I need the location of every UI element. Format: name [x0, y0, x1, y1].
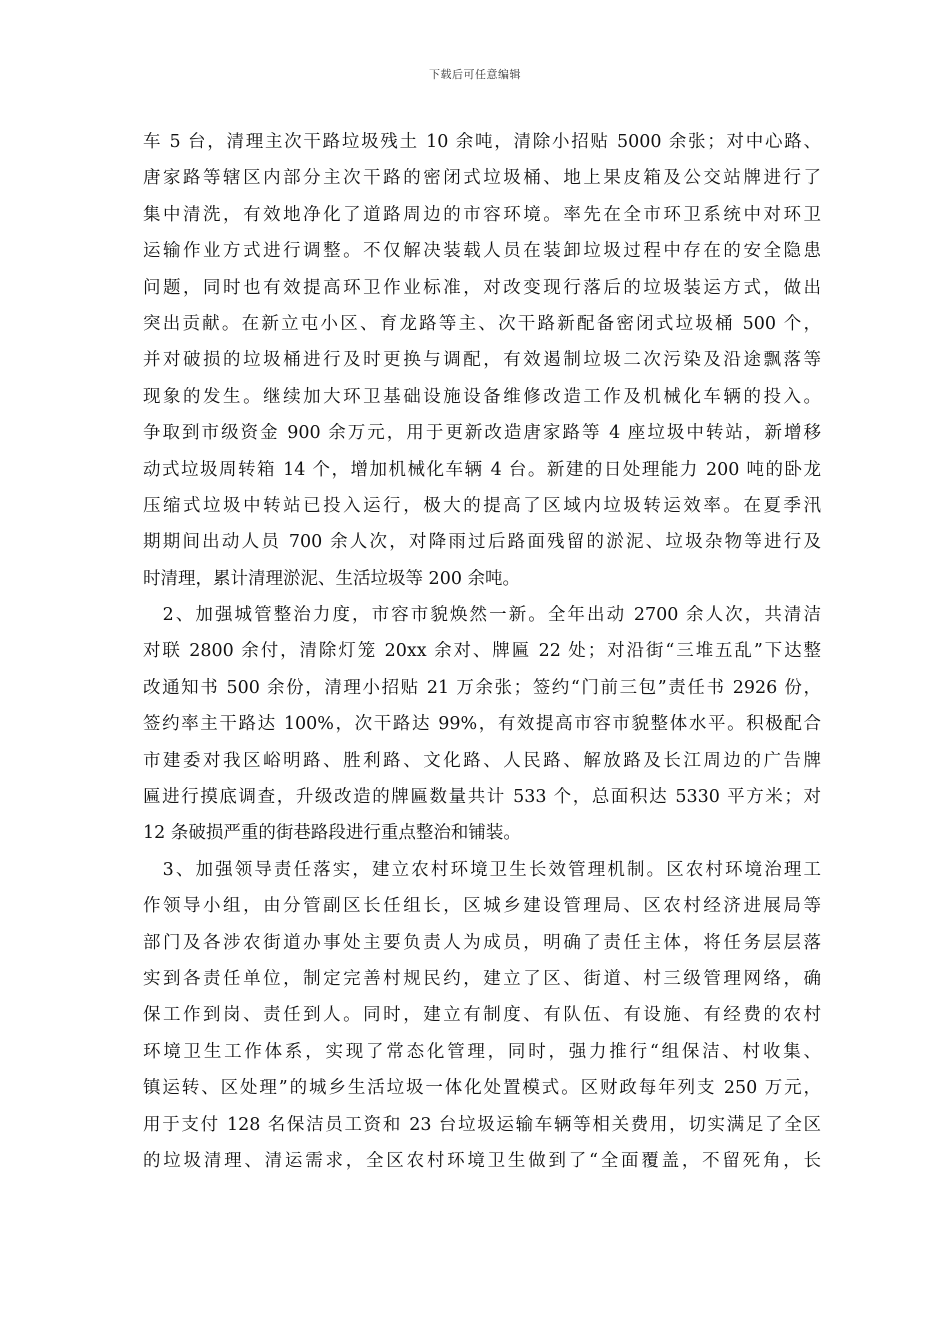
text-line: 现象的发生。继续加大环卫基础设施设备维修改造工作及机械化车辆的投入。 [143, 386, 821, 407]
text-line: 3、加强领导责任落实，建立农村环境卫生长效管理机制。区农村环境治理工 [143, 859, 821, 880]
text-line: 问题，同时也有效提高环卫作业标准，对改变现行落后的垃圾装运方式，做出 [143, 277, 821, 298]
text-line: 改通知书 500 余份，清理小招贴 21 万余张；签约“门前三包”责任书 2926 份， [143, 677, 821, 698]
text-line: 突出贡献。在新立屯小区、育龙路等主、次干路新配备密闭式垃圾桶 500 个， [143, 313, 821, 334]
text-line: 争取到市级资金 900 余万元，用于更新改造唐家路等 4 座垃圾中转站，新增移 [143, 423, 821, 444]
text-line: 作领导小组，由分管副区长任组长，区城乡建设管理局、区农村经济进展局等 [143, 896, 821, 917]
text-line: 时清理，累计清理淤泥、生活垃圾等 200 余吨。 [143, 568, 521, 589]
document-body [143, 124, 821, 1179]
text-line: 市建委对我区峪明路、胜利路、文化路、人民路、解放路及长江周边的广告牌 [143, 750, 821, 771]
page-header-note: 下载后可任意编辑 [429, 68, 521, 81]
text-line: 动式垃圾周转箱 14 个，增加机械化车辆 4 台。新建的日处理能力 200 吨的卧龙 [143, 459, 821, 480]
text-line: 部门及各涉农街道办事处主要负责人为成员，明确了责任主体，将任务层层落 [143, 932, 821, 953]
text-line: 期期间出动人员 700 余人次，对降雨过后路面残留的淤泥、垃圾杂物等进行及 [143, 532, 821, 553]
text-line: 镇运转、区处理”的城乡生活垃圾一体化处置模式。区财政每年列支 250 万元， [143, 1078, 821, 1099]
text-line: 车 5 台，清理主次干路垃圾残土 10 余吨，清除小招贴 5000 余张；对中心路、 [143, 132, 821, 152]
text-line: 12 条破损严重的街巷路段进行重点整治和铺装。 [143, 823, 521, 844]
text-line: 用于支付 128 名保洁员工资和 23 台垃圾运输车辆等相关费用，切实满足了全区 [143, 1114, 821, 1135]
text-line: 环境卫生工作体系，实现了常态化管理，同时，强力推行“组保洁、村收集、 [143, 1041, 821, 1062]
text-line: 对联 2800 余付，清除灯笼 20xx 余对、牌匾 22 处；对沿街“三堆五乱”下达整 [143, 641, 821, 662]
text-line: 唐家路等辖区内部分主次干路的密闭式垃圾桶、地上果皮箱及公交站牌进行了 [143, 168, 821, 189]
text-line: 运输作业方式进行调整。不仅解决装载人员在装卸垃圾过程中存在的安全隐患 [143, 241, 821, 262]
text-line: 的垃圾清理、清运需求，全区农村环境卫生做到了“全面覆盖，不留死角，长 [143, 1150, 821, 1171]
text-line: 保工作到岗、责任到人。同时，建立有制度、有队伍、有设施、有经费的农村 [143, 1005, 821, 1026]
text-line: 2、加强城管整治力度，市容市貌焕然一新。全年出动 2700 余人次，共清洁 [143, 605, 821, 626]
text-line: 并对破损的垃圾桶进行及时更换与调配，有效遏制垃圾二次污染及沿途飘落等 [143, 350, 821, 371]
text-line: 签约率主干路达 100%，次干路达 99%，有效提高市容市貌整体水平。积极配合 [143, 714, 821, 735]
text-line: 压缩式垃圾中转站已投入运行，极大的提高了区域内垃圾转运效率。在夏季汛 [143, 495, 821, 516]
text-line: 匾进行摸底调查，升级改造的牌匾数量共计 533 个，总面积达 5330 平方米；对 [143, 787, 821, 808]
text-line: 实到各责任单位，制定完善村规民约，建立了区、街道、村三级管理网络，确 [143, 968, 821, 989]
text-line: 集中清洗，有效地净化了道路周边的市容环境。率先在全市环卫系统中对环卫 [143, 204, 821, 225]
